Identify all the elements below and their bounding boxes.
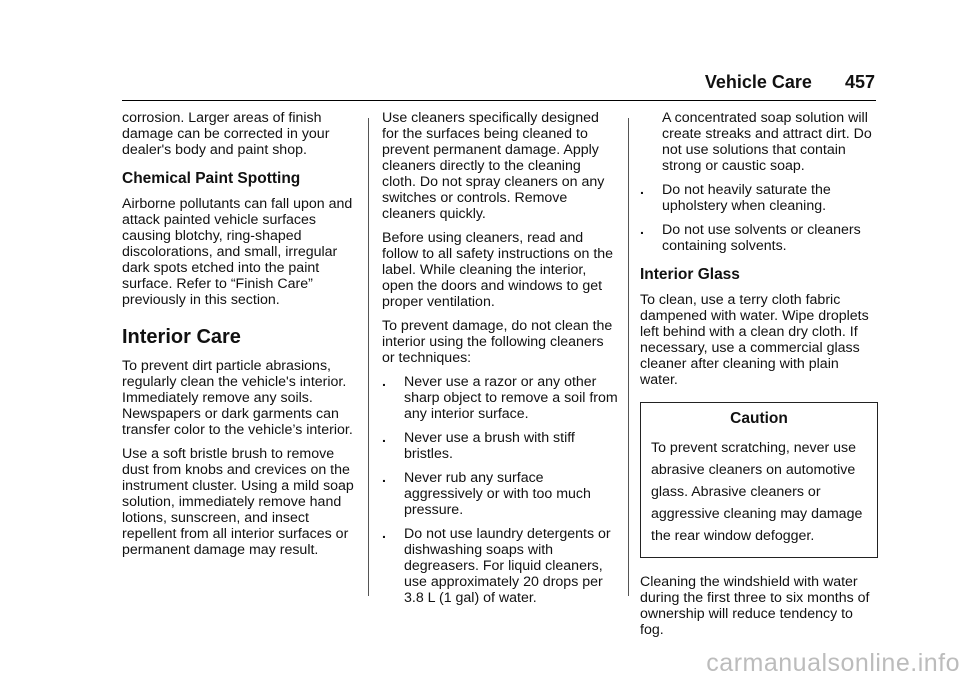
list-item xyxy=(640,182,878,214)
bullet-marker: . xyxy=(382,526,386,542)
bullet-list xyxy=(640,182,878,254)
list-item-text: Do not heavily saturate the upholstery when cleaning. xyxy=(662,182,831,214)
paragraph: Airborne pollutants can fall upon and attack painted vehicle surfaces causing blotchy, ring-shaped discolorations, and small, irregular dark spots etched into the paint surface. Refer to “Finish Care” previously in this section. xyxy=(122,196,353,308)
list-item xyxy=(382,430,618,462)
bullet-marker: . xyxy=(382,374,386,390)
caution-title: Caution xyxy=(730,410,788,427)
column-divider xyxy=(628,118,629,596)
list-item xyxy=(640,222,878,254)
paragraph-continued: A concentrated soap solution will create streaks and attract dirt. Do not use solutions that contain strong or caustic soap. xyxy=(662,110,872,174)
heading-interior-care: Interior Care xyxy=(122,326,241,348)
caution-box xyxy=(640,402,878,558)
bullet-marker: . xyxy=(382,430,386,446)
list-item-text: Do not use solvents or cleaners containing solvents. xyxy=(662,222,861,254)
page-number: 457 xyxy=(844,72,875,92)
paragraph: Before using cleaners, read and follow to all safety instructions on the label. While cleaning the interior, open the doors and windows to get proper ventilation. xyxy=(382,230,614,310)
heading-interior-glass: Interior Glass xyxy=(640,266,740,283)
section-title: Vehicle Care xyxy=(704,72,812,92)
paragraph: To prevent dirt particle abrasions, regularly clean the vehicle's interior. Immediately remove any soils. Newspapers or dark garments can transfer color to the vehicle’s interior. xyxy=(122,358,353,438)
watermark: carmanualsonline.info xyxy=(706,649,960,677)
bullet-list xyxy=(382,374,618,606)
column-divider xyxy=(368,118,369,596)
paragraph: corrosion. Larger areas of finish damage can be corrected in your dealer's body and paint shop. xyxy=(122,110,330,158)
column-right xyxy=(640,110,878,646)
list-item xyxy=(382,374,618,422)
bullet-marker: . xyxy=(640,222,644,238)
column-middle xyxy=(382,110,618,614)
paragraph: To prevent damage, do not clean the interior using the following cleaners or techniques: xyxy=(382,318,613,366)
heading-chemical-paint-spotting: Chemical Paint Spotting xyxy=(122,170,301,187)
paragraph: To clean, use a terry cloth fabric dampened with water. Wipe droplets left behind with a clean dry cloth. If necessary, use a commercial glass cleaner after cleaning with plain water. xyxy=(640,292,869,388)
list-item xyxy=(382,526,618,606)
caution-text: To prevent scratching, never use abrasive cleaners on automotive glass. Abrasive cleaners or aggressive cleaning may damage the rear window defogger. xyxy=(651,440,863,544)
list-item xyxy=(382,470,618,518)
paragraph: Use a soft bristle brush to remove dust from knobs and crevices on the instrument cluster. Using a mild soap solution, immediately remove hand lotions, sunscreen, and insect repellent from all interior surfaces or permanent damage may result. xyxy=(122,446,354,558)
bullet-marker: . xyxy=(640,182,644,198)
header-rule xyxy=(122,100,876,101)
list-item-text: Do not use laundry detergents or dishwashing soaps with degreasers. For liquid cleaners, use approximately 20 drops per 3.8 L (1 gal) of water. xyxy=(404,526,611,606)
list-item-text: Never use a razor or any other sharp object to remove a soil from any interior surface. xyxy=(404,374,618,422)
paragraph: Use cleaners specifically designed for the surfaces being cleaned to prevent permanent damage. Apply cleaners directly to the cleaning cloth. Do not spray cleaners on any switches or controls. Remove cleaners quickly. xyxy=(382,110,605,222)
page-header xyxy=(705,72,875,93)
column-left xyxy=(122,110,358,566)
list-item-text: Never rub any surface aggressively or with too much pressure. xyxy=(404,470,591,518)
list-item-text: Never use a brush with stiff bristles. xyxy=(404,430,575,462)
paragraph: Cleaning the windshield with water during the first three to six months of ownership will reduce tendency to fog. xyxy=(640,574,870,638)
bullet-marker: . xyxy=(382,470,386,486)
